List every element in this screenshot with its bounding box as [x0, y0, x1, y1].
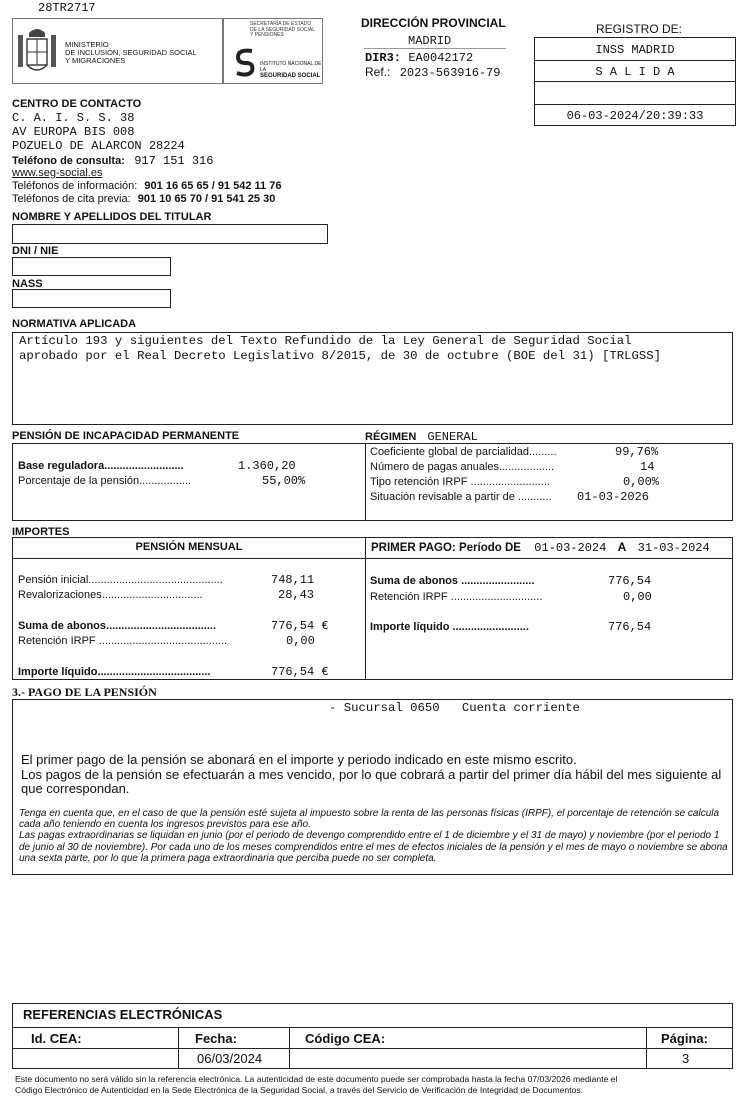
pago-box — [12, 699, 733, 875]
revisable-label: Situación revisable a partir de ........... — [370, 491, 552, 503]
ministry-name: MINISTERIO DE INCLUSIÓN, SEGURIDAD SOCIAL Y MIGRACIONES — [65, 40, 197, 65]
footer-note — [15, 1074, 737, 1096]
pago-notes — [19, 808, 731, 864]
contact-title: CENTRO DE CONTACTO — [12, 98, 142, 110]
importe-liquido-value: 776,54 € — [271, 665, 329, 679]
codigo-cea-label: Código CEA: — [305, 1031, 386, 1046]
holder-name-label: NOMBRE Y APELLIDOS DEL TITULAR — [12, 211, 212, 223]
id-cea-label: Id. CEA: — [31, 1031, 82, 1046]
retencion-irpf-value: 0,00 — [286, 634, 315, 648]
normativa-box — [12, 332, 733, 425]
inss-logo-icon — [234, 47, 256, 77]
contact-phone: Teléfono de consulta: 917 151 316 — [12, 154, 214, 168]
dni-field — [12, 257, 171, 276]
porcentaje-value: 55,00% — [262, 474, 306, 488]
pago-note1: Tenga en cuenta que, en el caso de que la pensión esté sujeta al impuesto sobre la renta de las personas físicas (IRPF), el porcentaje de retención se calcula cada año teniendo en cuenta los ingresos previstos para ese año. — [19, 808, 720, 831]
coeficiente-value: 99,76% — [615, 445, 659, 459]
document-code: 28TR2717 — [38, 1, 96, 15]
pago-title: 3.- PAGO DE LA PENSIÓN — [12, 685, 157, 699]
pension-inicial-value: 748,11 — [271, 573, 315, 587]
dir3-line: DIR3: EA0042172 — [365, 51, 474, 65]
irpf-type-value: 0,00% — [623, 475, 660, 489]
primer-liquido-value: 776,54 — [608, 620, 652, 634]
revalorizaciones-label: Revalorizaciones................................. — [18, 589, 203, 601]
retencion-irpf-label: Retención IRPF .......................................... — [18, 635, 228, 647]
provincial-title: DIRECCIÓN PROVINCIAL — [361, 16, 506, 30]
pagina-value: 3 — [682, 1051, 690, 1066]
base-reguladora-label: Base reguladora.......................... — [18, 460, 184, 472]
normativa-line2: aprobado por el Real Decreto Legislativo 8/2015, de 30 de octubre (BOE del 31) [TRLGSS] — [19, 349, 662, 363]
inss-name: INSTITUTO NACIONAL DE LA SEGURIDAD SOCIAL — [260, 61, 322, 79]
cita-phones: Teléfonos de cita previa: 901 10 65 70 / 91 541 25 30 — [12, 193, 276, 205]
ref-line: Ref.: 2023-563916-79 — [365, 65, 501, 80]
pagas-label: Número de pagas anuales.................. — [370, 461, 555, 473]
contact-address: C. A. I. S. S. 38 AV EUROPA BIS 008 POZUELO DE ALARCON 28224 — [12, 111, 185, 153]
pagina-label: Página: — [661, 1031, 708, 1046]
pagas-value: 14 — [640, 460, 655, 474]
referencias-title: REFERENCIAS ELECTRÓNICAS — [23, 1007, 223, 1022]
primer-liquido-label: Importe líquido ......................... — [370, 621, 529, 633]
registro-type: S A L I D A — [595, 65, 675, 79]
pago-para2: Los pagos de la pensión se efectuarán a mes vencido, por lo que cobrará a partir del primer día hábil del mes siguiente al que correspondan. — [21, 766, 722, 796]
primer-abonos-label: Suma de abonos ........................ — [370, 575, 535, 587]
importes-box — [12, 537, 733, 680]
importe-liquido-label: Importe líquido..................................... — [18, 666, 211, 678]
porcentaje-label: Porcentaje de la pensión................. — [18, 475, 192, 487]
suma-abonos-value: 776,54 € — [271, 619, 329, 633]
holder-name-field — [12, 224, 328, 244]
pago-info — [21, 753, 726, 797]
revisable-value: 01-03-2026 — [577, 490, 650, 504]
primer-abonos-value: 776,54 — [608, 574, 652, 588]
regimen-line: RÉGIMEN GENERAL — [365, 430, 478, 444]
bank-account-line: - Sucursal 0650 Cuenta corriente — [329, 701, 580, 715]
suma-abonos-label: Suma de abonos.................................... — [18, 620, 217, 632]
importes-title: IMPORTES — [12, 526, 70, 538]
pension-box — [12, 443, 733, 521]
pension-inicial-label: Pensión inicial............................................ — [18, 574, 223, 586]
registro-office: INSS MADRID — [595, 43, 675, 57]
fecha-value: 06/03/2024 — [197, 1051, 263, 1066]
pension-mensual-title: PENSIÓN MENSUAL — [135, 541, 243, 553]
fecha-label: Fecha: — [195, 1031, 237, 1046]
pago-note2: Las pagas extraordinarias se liquidan en junio (por el periodo de devengo comprendido entre el 1 de diciembre y el 31 de mayo) y noviembre (por el periodo 1 de junio al 30 de noviembre). Por cada uno de los meses comprendidos entre el mes de efectos iniciales de la pensión y el mes de mayo o noviembre se abona una sexta parte, por lo que la primera paga extraordinaria que perciba puede no ser completa. — [19, 830, 728, 864]
registro-datetime: 06-03-2024/20:39:33 — [566, 109, 704, 123]
primer-pago-title: PRIMER PAGO: Período DE 01-03-2024 A 31-03-2024 — [371, 540, 710, 555]
registro-title: REGISTRO DE: — [596, 22, 683, 36]
nass-field — [12, 289, 171, 308]
provincial-city: MADRID — [408, 34, 452, 48]
pago-para1: El primer pago de la pensión se abonará en el importe y periodo indicado en este mismo escrito. — [21, 752, 577, 767]
info-phones: Teléfonos de información: 901 16 65 65 / 91 542 11 76 — [12, 180, 282, 192]
nass-label: NASS — [12, 278, 43, 290]
primer-retencion-value: 0,00 — [623, 590, 652, 604]
secretaria-text: SECRETARÍA DE ESTADO DE LA SEGURIDAD SOCIAL Y PENSIONES — [250, 21, 316, 38]
primer-retencion-label: Retención IRPF .............................. — [370, 591, 543, 603]
registro-box — [534, 37, 736, 126]
pension-title: PENSIÓN DE INCAPACIDAD PERMANENTE — [12, 430, 240, 442]
ministry-logo-box — [12, 18, 223, 84]
coeficiente-label: Coeficiente global de parcialidad......... — [370, 446, 557, 458]
base-reguladora-value: 1.360,20 — [238, 459, 296, 473]
website-link[interactable]: www.seg-social.es — [12, 167, 103, 179]
normativa-line1: Artículo 193 y siguientes del Texto Refundido de la Ley General de Seguridad Social — [19, 334, 632, 348]
coat-of-arms-icon — [15, 25, 59, 77]
revalorizaciones-value: 28,43 — [278, 588, 315, 602]
footer-line1: Este documento no será válido sin la referencia electrónica. La autenticidad de este documento puede ser comprobada hasta la fecha 07/03/2026 mediante el — [15, 1074, 618, 1084]
footer-line2: Código Electrónico de Autenticidad en la Sede Electrónica de la Seguridad Social, a través del Servicio de Verificación de Integridad de Documentos. — [15, 1085, 584, 1095]
normativa-title: NORMATIVA APLICADA — [12, 318, 137, 330]
irpf-type-label: Tipo retención IRPF .......................... — [370, 476, 550, 488]
referencias-box — [12, 1003, 733, 1069]
inss-logo-box — [223, 18, 323, 84]
dni-label: DNI / NIE — [12, 245, 59, 257]
